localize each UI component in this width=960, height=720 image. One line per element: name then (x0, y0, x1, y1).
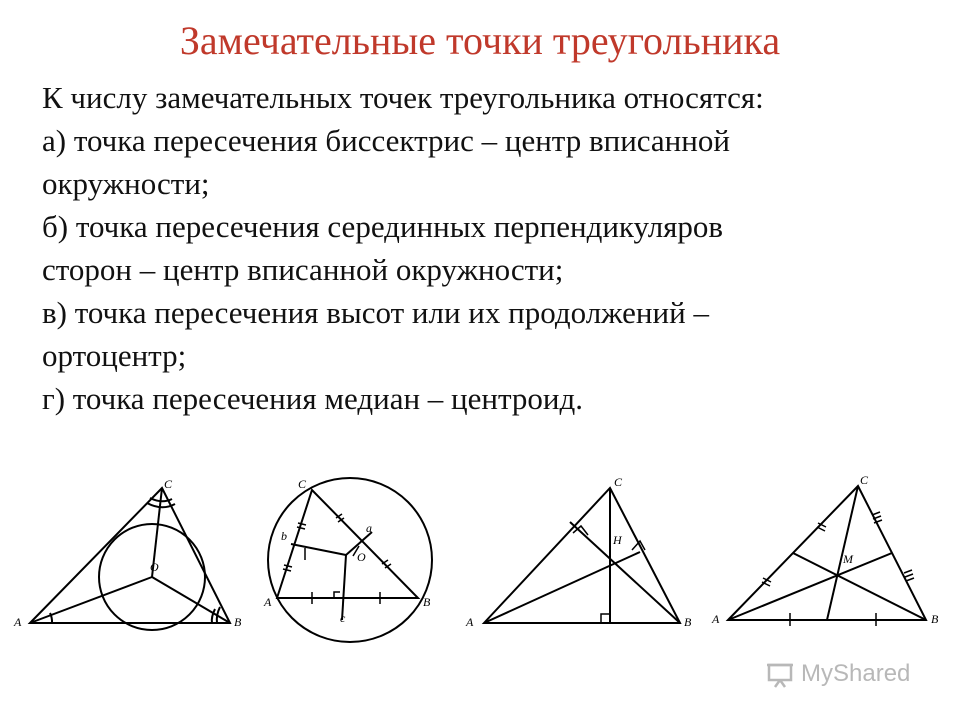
label-circum-o: O (357, 550, 366, 564)
centroid-figure (728, 486, 926, 626)
altitude-a (484, 552, 640, 623)
label-centroid-m: M (843, 552, 853, 566)
centroid-triangle (728, 486, 926, 620)
orthocenter-triangle (484, 488, 680, 623)
label-centroid-c: C (860, 473, 869, 487)
label-ortho-c: C (614, 475, 623, 489)
circumcircle (268, 478, 432, 642)
text-line-b-1: б) точка пересечения серединных перпендикуляров (42, 209, 724, 244)
perp-bisector-b (291, 544, 346, 555)
circumcenter-figure (268, 478, 432, 642)
watermark-text: MyShared (801, 660, 911, 687)
figures-row (0, 460, 960, 655)
label-circum-c: C (298, 477, 307, 491)
right-angle-mark-h1 (601, 614, 610, 623)
label-circum-side-a: a (366, 521, 372, 535)
label-centroid-a: A (712, 612, 720, 626)
label-incenter-b: B (234, 615, 242, 629)
label-circum-a: A (264, 595, 272, 609)
slide-body (42, 76, 942, 420)
tick-cb-2 (382, 560, 391, 568)
text-line-v-2: ортоцентр; (42, 338, 187, 373)
label-centroid-b: B (931, 612, 939, 626)
label-ortho-h: H (613, 533, 622, 547)
median-b (793, 553, 926, 620)
label-incenter-o: O (150, 560, 159, 574)
label-incenter-c: C (164, 477, 173, 491)
label-circum-b: B (423, 595, 431, 609)
watermark (765, 656, 910, 692)
label-ortho-b: B (684, 615, 692, 629)
presentation-board-icon (765, 659, 795, 689)
text-line-b-2: сторон – центр вписанной окружности; (42, 252, 564, 287)
triangle-figures (0, 460, 960, 650)
text-line-a-2: окружности; (42, 166, 210, 201)
median-a (728, 553, 892, 620)
text-line-a-1: а) точка пересечения биссектрис – центр вписанной (42, 123, 730, 158)
text-line-intro: К числу замечательных точек треугольника относятся: (42, 80, 764, 115)
slide-title: Замечательные точки треугольника (179, 18, 781, 63)
tick-m-ac-1 (817, 523, 826, 531)
right-angle-mark-h3 (632, 541, 645, 550)
altitude-b (570, 522, 680, 623)
label-ortho-a: A (466, 615, 474, 629)
text-line-g: г) точка пересечения медиан – центроид. (42, 381, 584, 416)
text-line-v-1: в) точка пересечения высот или их продолжений – (42, 295, 709, 330)
angle-mark-b1 (212, 609, 215, 623)
figure-labels (13, 473, 939, 629)
circumcenter-triangle (277, 490, 418, 598)
angle-mark-a (50, 613, 52, 623)
bisector-a (30, 577, 152, 623)
orthocenter-figure (484, 488, 680, 623)
tick-ac-2 (297, 523, 306, 529)
incenter-figure (30, 488, 230, 630)
label-circum-side-b: b (281, 529, 287, 543)
label-circum-side-c: c (340, 611, 346, 625)
label-incenter-a: A (14, 615, 22, 629)
